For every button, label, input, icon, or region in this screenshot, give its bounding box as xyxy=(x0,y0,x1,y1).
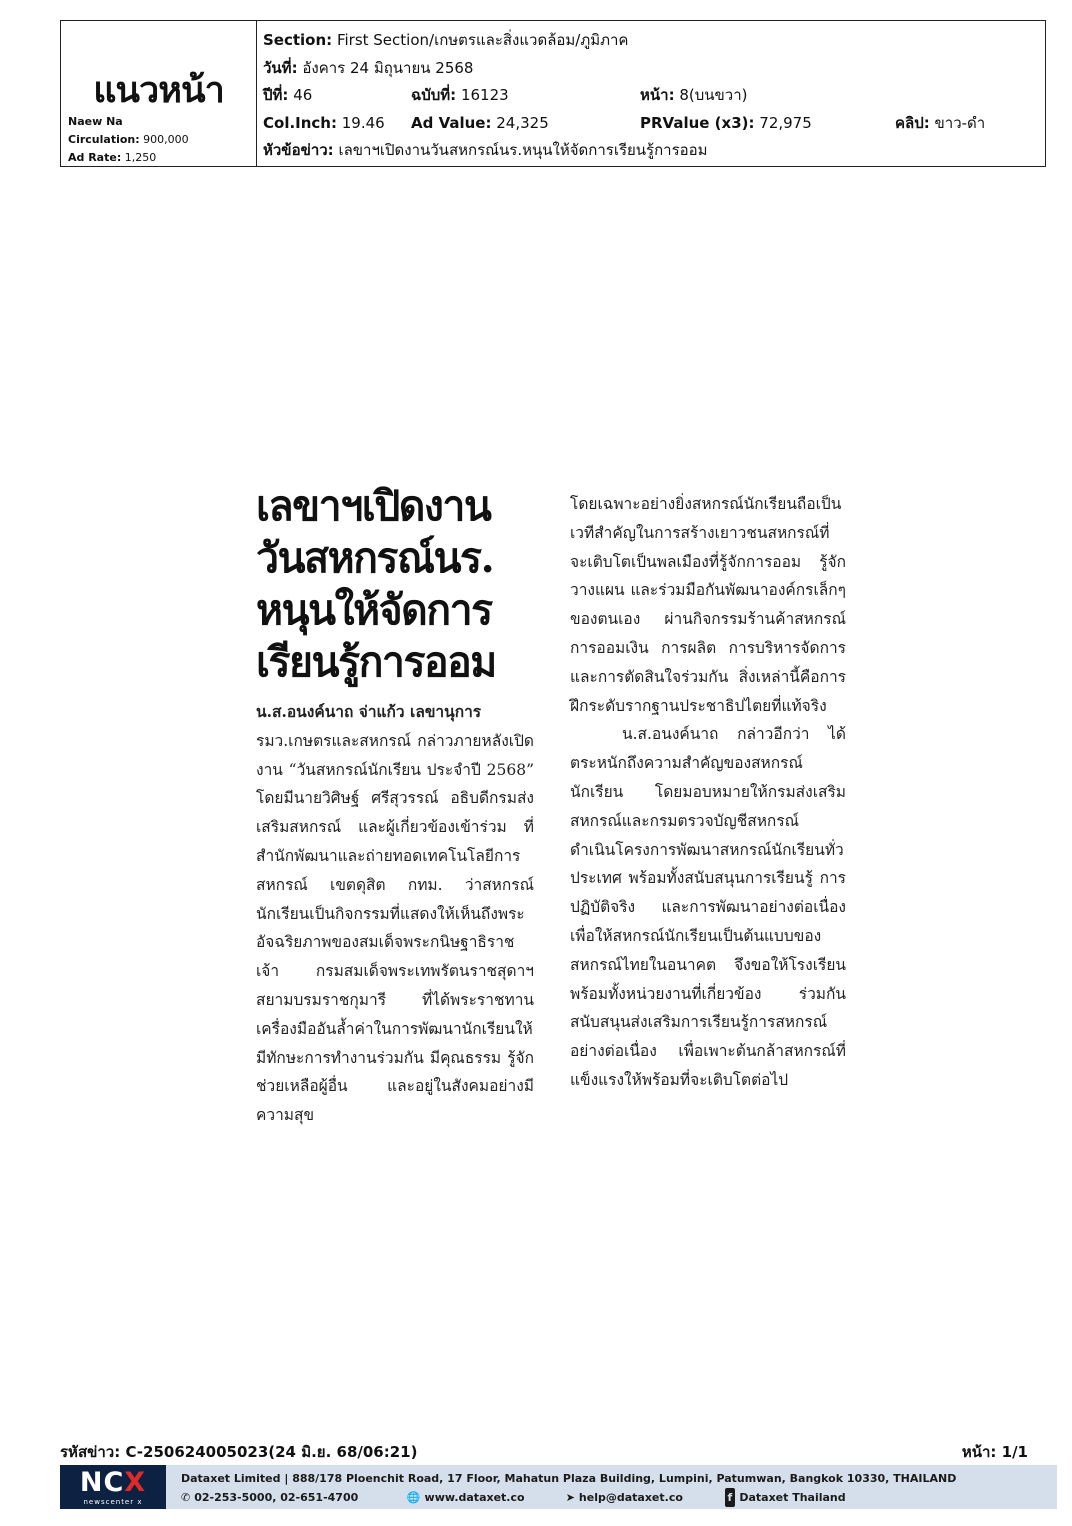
article-column-1 xyxy=(256,698,534,1130)
date-value: อังคาร 24 มิถุนายน 2568 xyxy=(302,58,474,77)
phone-icon: ✆ xyxy=(181,1491,191,1504)
headline-label: หัวข้อข่าว: xyxy=(263,141,334,159)
page-count xyxy=(962,1440,1028,1464)
issue-value: 16123 xyxy=(460,86,509,104)
issue-row xyxy=(263,82,1045,110)
ncx-logo xyxy=(60,1465,166,1509)
headline-line: หนุนให้จัดการ xyxy=(256,586,492,634)
page-count-label: หน้า: xyxy=(961,1443,997,1461)
company-name: Dataxet Limited xyxy=(181,1472,281,1485)
metadata-panel xyxy=(263,27,1045,165)
year-label: ปีที่: xyxy=(263,86,289,104)
code-label: รหัสข่าว: xyxy=(60,1443,121,1461)
circulation-value: 900,000 xyxy=(143,133,189,146)
article-headline xyxy=(256,480,546,688)
footer-bar xyxy=(60,1465,1057,1509)
section-label: Section: xyxy=(263,31,333,49)
colinch-label: Col.Inch: xyxy=(263,113,337,132)
publication-panel xyxy=(61,21,257,166)
section-value: First Section/เกษตรและสิ่งแวดล้อม/ภูมิภาค xyxy=(336,31,629,49)
send-icon: ➤ xyxy=(565,1491,575,1504)
divider: | xyxy=(284,1472,293,1485)
circulation-label: Circulation: xyxy=(68,133,140,146)
website-link[interactable]: www.dataxet.co xyxy=(424,1491,525,1504)
newspaper-logo: แนวหน้า xyxy=(93,70,224,111)
globe-icon: 🌐 xyxy=(406,1491,421,1504)
phone-number: 02-253-5000, 02-651-4700 xyxy=(194,1491,359,1504)
email-link[interactable]: help@dataxet.co xyxy=(578,1491,683,1504)
clip-value: ขาว-ดำ xyxy=(934,113,986,132)
brand-letters: NC xyxy=(79,1467,125,1498)
article-paragraph: โดยเฉพาะอย่างยิ่งสหกรณ์นักเรียนถือเป็นเวทีสำคัญในการสร้างเยาวชนสหกรณ์ที่จะเติบโตเป็นพลเมืองที่รู้จักการออม รู้จักวางแผน และร่วมมือกันพัฒนาองค์กรเล็กๆ ของตนเอง ผ่านกิจกรรมร้านค้าสหกรณ์ การออมเงิน การผลิต การบริหารจัดการ และการตัดสินใจร่วมกัน สิ่งเหล่านี้คือการฝึกระดับรากฐานประชาธิปไตยที่แท้จริง xyxy=(570,495,846,715)
page-count-value: 1/1 xyxy=(1001,1443,1028,1461)
article-column-2 xyxy=(570,490,846,1095)
prvalue-value: 72,975 xyxy=(759,113,812,132)
section-row xyxy=(263,27,1045,55)
brand-x: X xyxy=(124,1467,147,1498)
page-value: 8(บนขวา) xyxy=(679,86,748,104)
value-row xyxy=(263,110,1045,138)
advalue-label: Ad Value: xyxy=(411,113,492,132)
prvalue-label: PRValue (x3): xyxy=(640,113,755,132)
clip-code xyxy=(60,1440,417,1464)
code-value: C-250624005023(24 มิ.ย. 68/06:21) xyxy=(125,1443,418,1461)
brand-subtitle: newscenter x xyxy=(83,1498,143,1506)
headline-line: เลขาฯเปิดงาน xyxy=(256,482,491,530)
year-value: 46 xyxy=(293,86,313,104)
date-row xyxy=(263,55,1045,83)
page-label: หน้า: xyxy=(640,86,675,104)
company-address: 888/178 Ploenchit Road, 17 Floor, Mahatun Plaza Building, Lumpini, Patumwan, Bangkok 10330, THAILAND xyxy=(292,1472,957,1485)
clipping-header xyxy=(60,20,1046,167)
colinch-value: 19.46 xyxy=(341,113,385,132)
article-byline: น.ส.อนงค์นาถ จ่าแก้ว เลขานุการ xyxy=(256,702,482,721)
paper-name: Naew Na xyxy=(68,115,123,128)
article-paragraph: รมว.เกษตรและสหกรณ์ กล่าวภายหลังเปิดงาน “วันสหกรณ์นักเรียน ประจำปี 2568” โดยมีนายวิศิษฐ์ ศรีสุวรรณ์ อธิบดีกรมส่งเสริมสหกรณ์ และผู้เกี่ยวข้องเข้าร่วม ที่สำนักพัฒนาและถ่ายทอดเทคโนโลยีการสหกรณ์ เขตดุสิต กทม. ว่าสหกรณ์นักเรียนเป็นกิจกรรมที่แสดงให้เห็นถึงพระอัจฉริยภาพของสมเด็จพระกนิษฐาธิราชเจ้า กรมสมเด็จพระเทพรัตนราชสุดาฯ สยามบรมราชกุมารี ที่ได้พระราชทานเครื่องมืออันล้ำค่าในการพัฒนานักเรียนให้มีทักษะการทำงานร่วมกัน มีคุณธรรม รู้จักช่วยเหลือผู้อื่น และอยู่ในสังคมอย่างมีความสุข xyxy=(256,731,534,1125)
facebook-link[interactable]: Dataxet Thailand xyxy=(739,1491,846,1504)
company-info xyxy=(181,1469,956,1507)
date-label: วันที่: xyxy=(263,58,298,77)
issue-label: ฉบับที่: xyxy=(411,86,457,104)
facebook-icon: f xyxy=(725,1488,736,1507)
clip-label: คลิป: xyxy=(895,113,930,132)
headline-value: เลขาฯเปิดงานวันสหกรณ์นร.หนุนให้จัดการเรียนรู้การออม xyxy=(338,141,708,159)
headline-line: วันสหกรณ์นร. xyxy=(256,534,494,582)
advalue-value: 24,325 xyxy=(496,113,549,132)
adrate-value: 1,250 xyxy=(124,151,157,164)
headline-line: เรียนรู้การออม xyxy=(256,638,496,686)
headline-row xyxy=(263,137,1045,165)
article-paragraph: น.ส.อนงค์นาถ กล่าวอีกว่า ได้ตระหนักถึงความสำคัญของสหกรณ์นักเรียน โดยมอบหมายให้กรมส่งเสริมสหกรณ์และกรมตรวจบัญชีสหกรณ์ ดำเนินโครงการพัฒนาสหกรณ์นักเรียนทั่วประเทศ พร้อมทั้งสนับสนุนการเรียนรู้ การปฏิบัติจริง และการพัฒนาอย่างต่อเนื่องเพื่อให้สหกรณ์นักเรียนเป็นต้นแบบของสหกรณ์ไทยในอนาคต จึงขอให้โรงเรียนพร้อมทั้งหน่วยงานที่เกี่ยวข้อง ร่วมกันสนับสนุนส่งเสริมการเรียนรู้การสหกรณ์อย่างต่อเนื่อง เพื่อเพาะต้นกล้าสหกรณ์ที่แข็งแรงให้พร้อมที่จะเติบโตต่อไป xyxy=(570,725,846,1089)
publication-info xyxy=(68,113,189,167)
adrate-label: Ad Rate: xyxy=(68,151,122,164)
